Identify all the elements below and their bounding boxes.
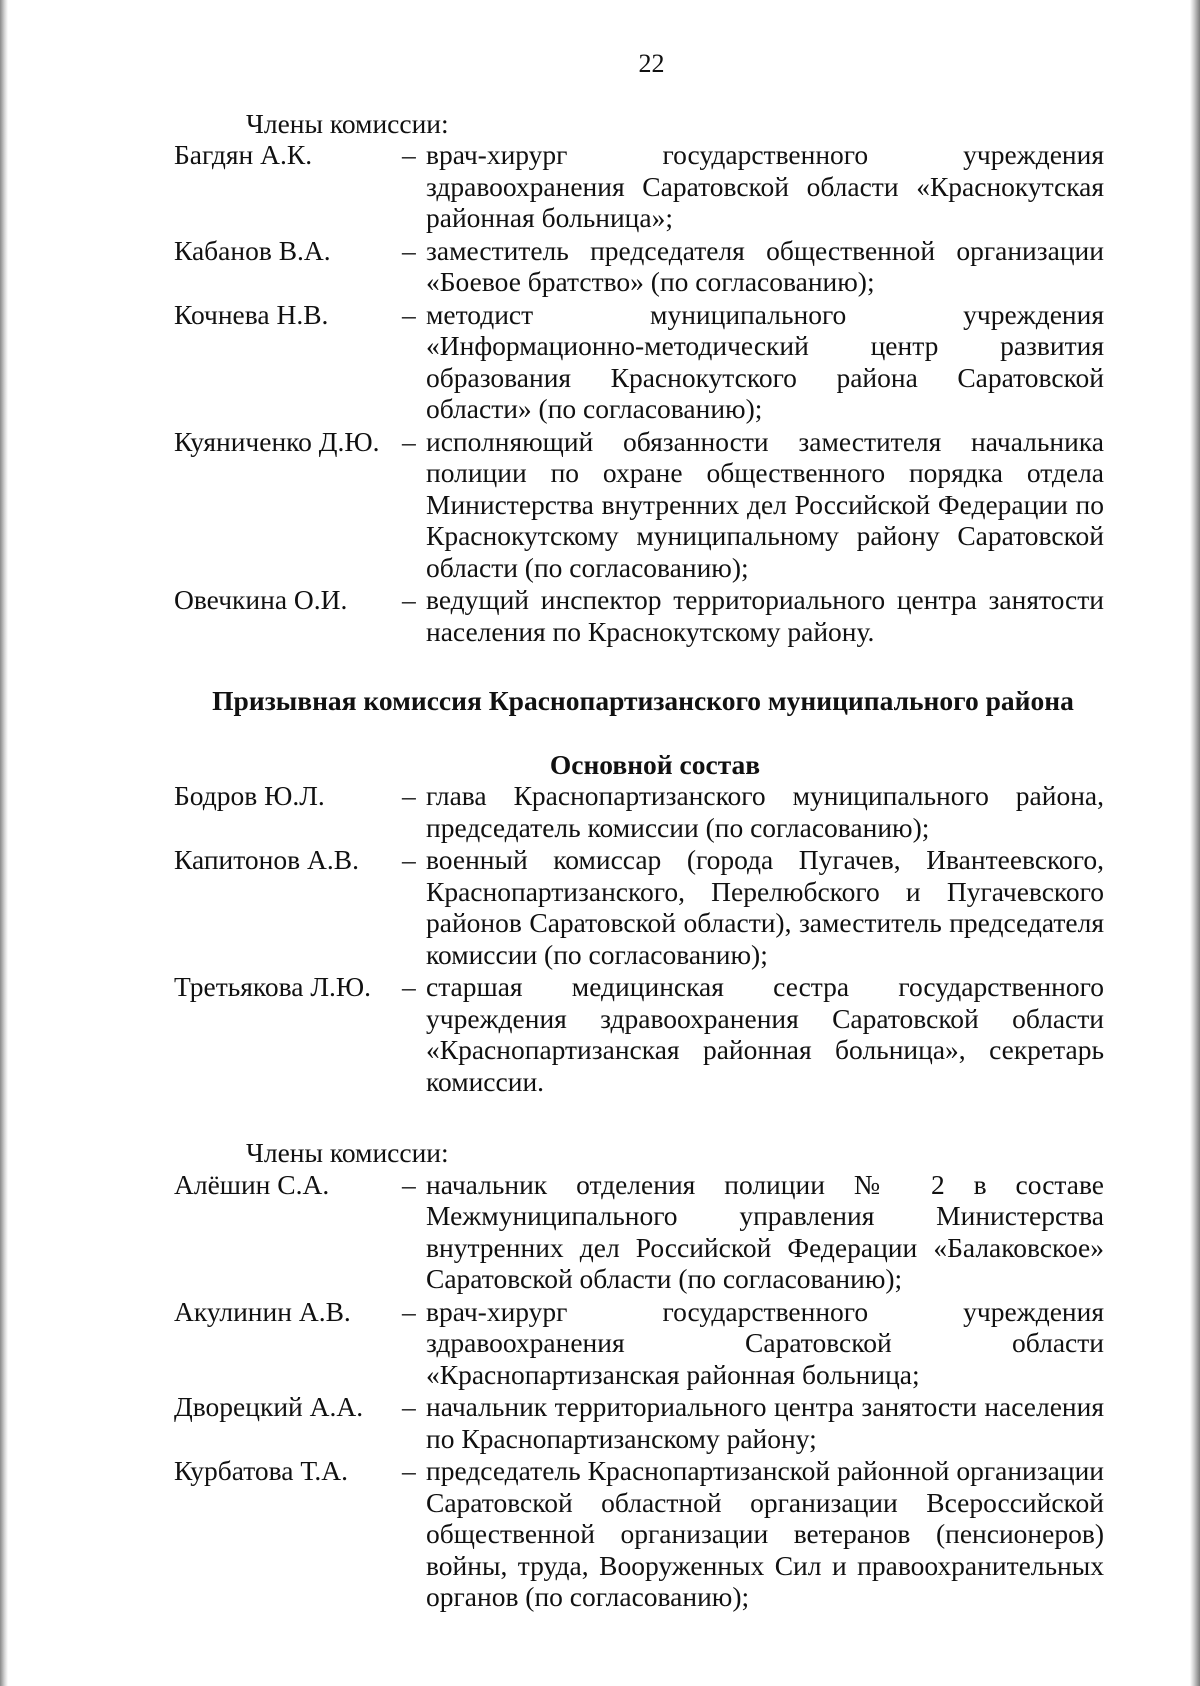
member-entry [174,1296,1104,1391]
member-name: Дворецкий А.А. [174,1391,364,1422]
dash: – [402,971,416,1002]
member-name: Третьякова Л.Ю. [174,971,371,1002]
scan-edge-right [1190,0,1200,1686]
member-role: методист муниципального учреждения «Информационно-методический центр развития образования Краснокутского района Саратовской области» (по согласованию); [426,298,1104,424]
member-entry [174,780,1104,843]
member-role: врач-хирург государственного учреждения здравоохранения Саратовской области «Краснокутская районная больница»; [426,139,1104,233]
dash: – [402,780,416,811]
member-entry [174,299,1104,425]
member-name: Курбатова Т.А. [174,1455,349,1486]
members-block-1 [174,108,1104,648]
main-composition-title: Основной состав [549,748,761,780]
dash: – [402,234,416,266]
main-composition-block [174,780,1104,1097]
member-name: Бодров Ю.Л. [174,780,325,811]
member-role: военный комиссар (города Пугачев, Ивантеевского, Краснопартизанского, Перелюбского и Пугачевского районов Саратовской области), заместитель председателя комиссии (по согласованию); [426,844,1104,970]
member-role: начальник территориального центра занятости населения по Краснопартизанскому району; [426,1391,1104,1454]
member-role: заместитель председателя общественной организации «Боевое братство» (по согласованию); [426,234,1104,297]
section-title: Призывная комиссия Краснопартизанского муниципального района [212,685,1074,716]
member-entry [174,139,1104,234]
spacer [174,1097,1104,1137]
member-entry [174,971,1104,1097]
member-entry [174,1455,1104,1613]
member-role: старшая медицинская сестра государственного учреждения здравоохранения Саратовской области «Краснопартизанская районная больница», секретарь комиссии. [426,971,1104,1097]
members-block-2 [174,1137,1104,1613]
dash: – [402,1391,416,1422]
member-role: председатель Краснопартизанской районной организации Саратовской областной организации Всероссийской общественной организации ветеранов (пенсионеров) войны, труда, Вооруженных Сил и правоохранительных органов (по согласованию); [426,1455,1104,1612]
member-name: Кочнева Н.В. [174,298,329,330]
dash: – [402,1168,416,1200]
scan-edge-left [0,0,8,1686]
member-entry [174,584,1104,647]
member-name: Алёшин С.А. [174,1168,330,1200]
member-entry [174,235,1104,298]
member-name: Багдян А.К. [174,139,313,170]
member-name: Акулинин А.В. [174,1295,351,1327]
dash: – [402,844,416,875]
dash: – [402,584,416,615]
dash: – [402,425,416,457]
members-label: Члены комиссии: [246,1137,449,1168]
member-entry [174,426,1104,584]
dash: – [402,1295,416,1327]
member-role: врач-хирург государственного учреждения здравоохранения Саратовской области «Краснопартизанская районная больница; [426,1295,1104,1390]
member-role: глава Краснопартизанского муниципального района, председатель комиссии (по согласованию); [426,780,1104,843]
member-entry [174,1391,1104,1454]
member-name: Капитонов А.В. [174,844,359,875]
members-label: Члены комиссии: [246,107,449,139]
dash: – [402,1455,416,1486]
member-name: Овечкина О.И. [174,584,348,615]
member-entry [174,1169,1104,1295]
member-role: начальник отделения полиции № 2 в составе Межмуниципального управления Министерства внутренних дел Российской Федерации «Балаковское» Саратовской области (по согласованию); [426,1168,1104,1294]
member-role: ведущий инспектор территориального центра занятости населения по Краснокутскому району. [426,584,1104,647]
member-name: Кабанов В.А. [174,234,331,266]
dash: – [402,298,416,330]
document-page [174,48,1104,1613]
member-name: Куяниченко Д.Ю. [174,425,380,457]
member-entry [174,844,1104,970]
page-number: 22 [638,49,665,78]
member-role: исполняющий обязанности заместителя начальника полиции по охране общественного порядка отдела Министерства внутренних дел Российской Федерации по Краснокутскому муниципальному району Саратовской области (по согласованию); [426,425,1104,583]
dash: – [402,139,416,170]
